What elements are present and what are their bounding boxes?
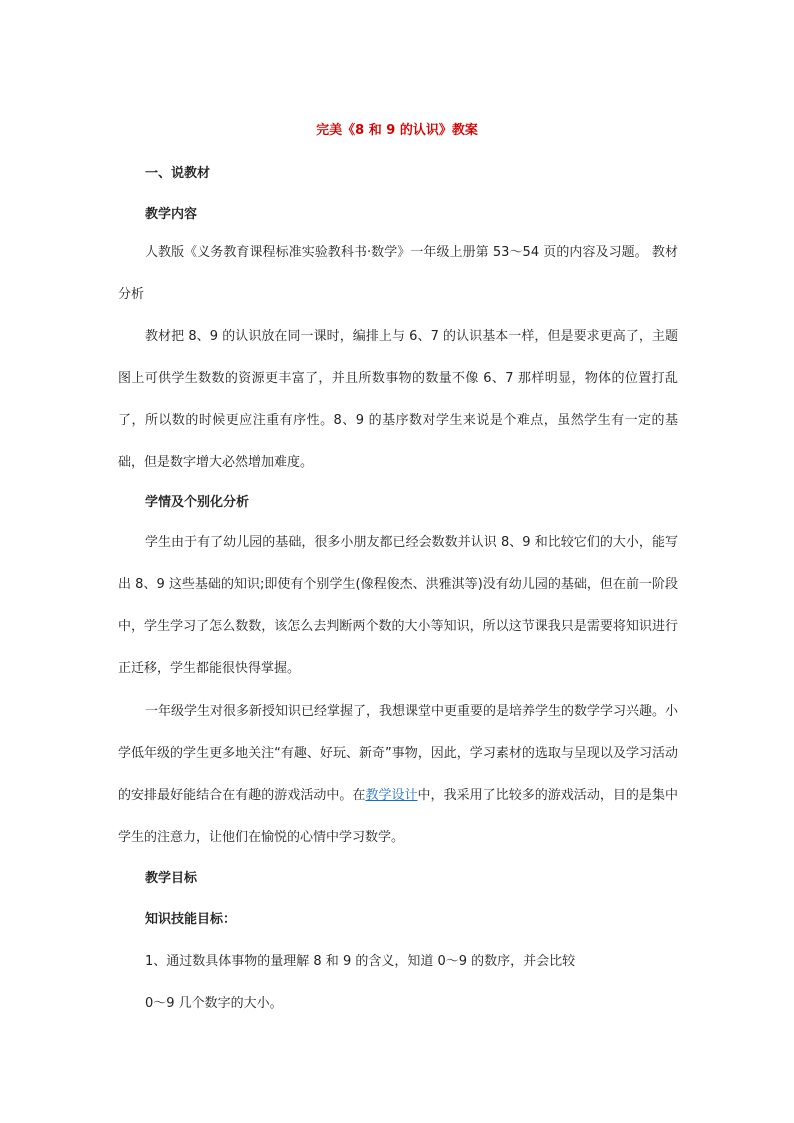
paragraph-material-analysis: 教材把 8、9 的认识放在同一课时，编排上与 6、7 的认识基本一样，但是要求更高了，主题图上可供学生数数的资源更丰富了，并且所数事物的数量不像 6、7 那样明显，物体的位置打乱了，所以数的时候更应注重有序性。8、9 的基序数对学生来说是个难点，虽然学生有一定的基础，但是数字增大必然增加难度。 (118, 329, 678, 470)
paragraph-learner-analysis: 学生由于有了幼儿园的基础，很多小朋友都已经会数数并认识 8、9 和比较它们的大小，能写出 8、9 这些基础的知识;即使有个别学生(像程俊杰、洪雅淇等)没有幼儿园的基础，但在前一阶段中，学生学习了怎么数数，该怎么去判断两个数的大小等知识，所以这节课我只是需要将知识进行正迁移，学生都能很快得掌握。 (118, 535, 678, 676)
subheading-teaching-objectives: 教学目标 (145, 871, 198, 886)
teaching-design-link[interactable]: 教学设计 (365, 788, 418, 803)
paragraph-learning-interest (118, 691, 678, 859)
subheading-learner-analysis: 学情及个别化分析 (145, 495, 250, 510)
section-heading-teaching-material: 一、说教材 (145, 166, 211, 181)
paragraph-teaching-content: 人教版《义务教育课程标准实验教科书·数学》一年级上册第 53～54 页的内容及习题。 教材分析 (118, 245, 678, 302)
subheading-knowledge-goals: 知识技能目标： (145, 912, 237, 927)
goal-1-line-2: 0～9 几个数字的大小。 (145, 996, 283, 1011)
goal-1-line-1: 1、通过数具体事物的量理解 8 和 9 的含义，知道 0～9 的数序，并会比较 (145, 954, 576, 969)
interest-text-start: 一年级学生对很多新授知识已经掌握了，我想课堂中更重要的是培养学生的数学学习兴趣。小学低年级的学生更多地关注“有趣、好玩、新奇”事物，因此，学习素材的选取与呈现以及学习活动的安排最好能结合在有趣的游戏活动中。在 (118, 704, 679, 803)
subheading-teaching-content: 教学内容 (145, 207, 198, 222)
interest-text-end: 中，我采用了比较多的游戏活动，目的是集中学生的注意力，让他们在愉悦的心情中学习数学。 (118, 788, 678, 845)
document-title: 完美《8 和 9 的认识》教案 (316, 123, 478, 138)
